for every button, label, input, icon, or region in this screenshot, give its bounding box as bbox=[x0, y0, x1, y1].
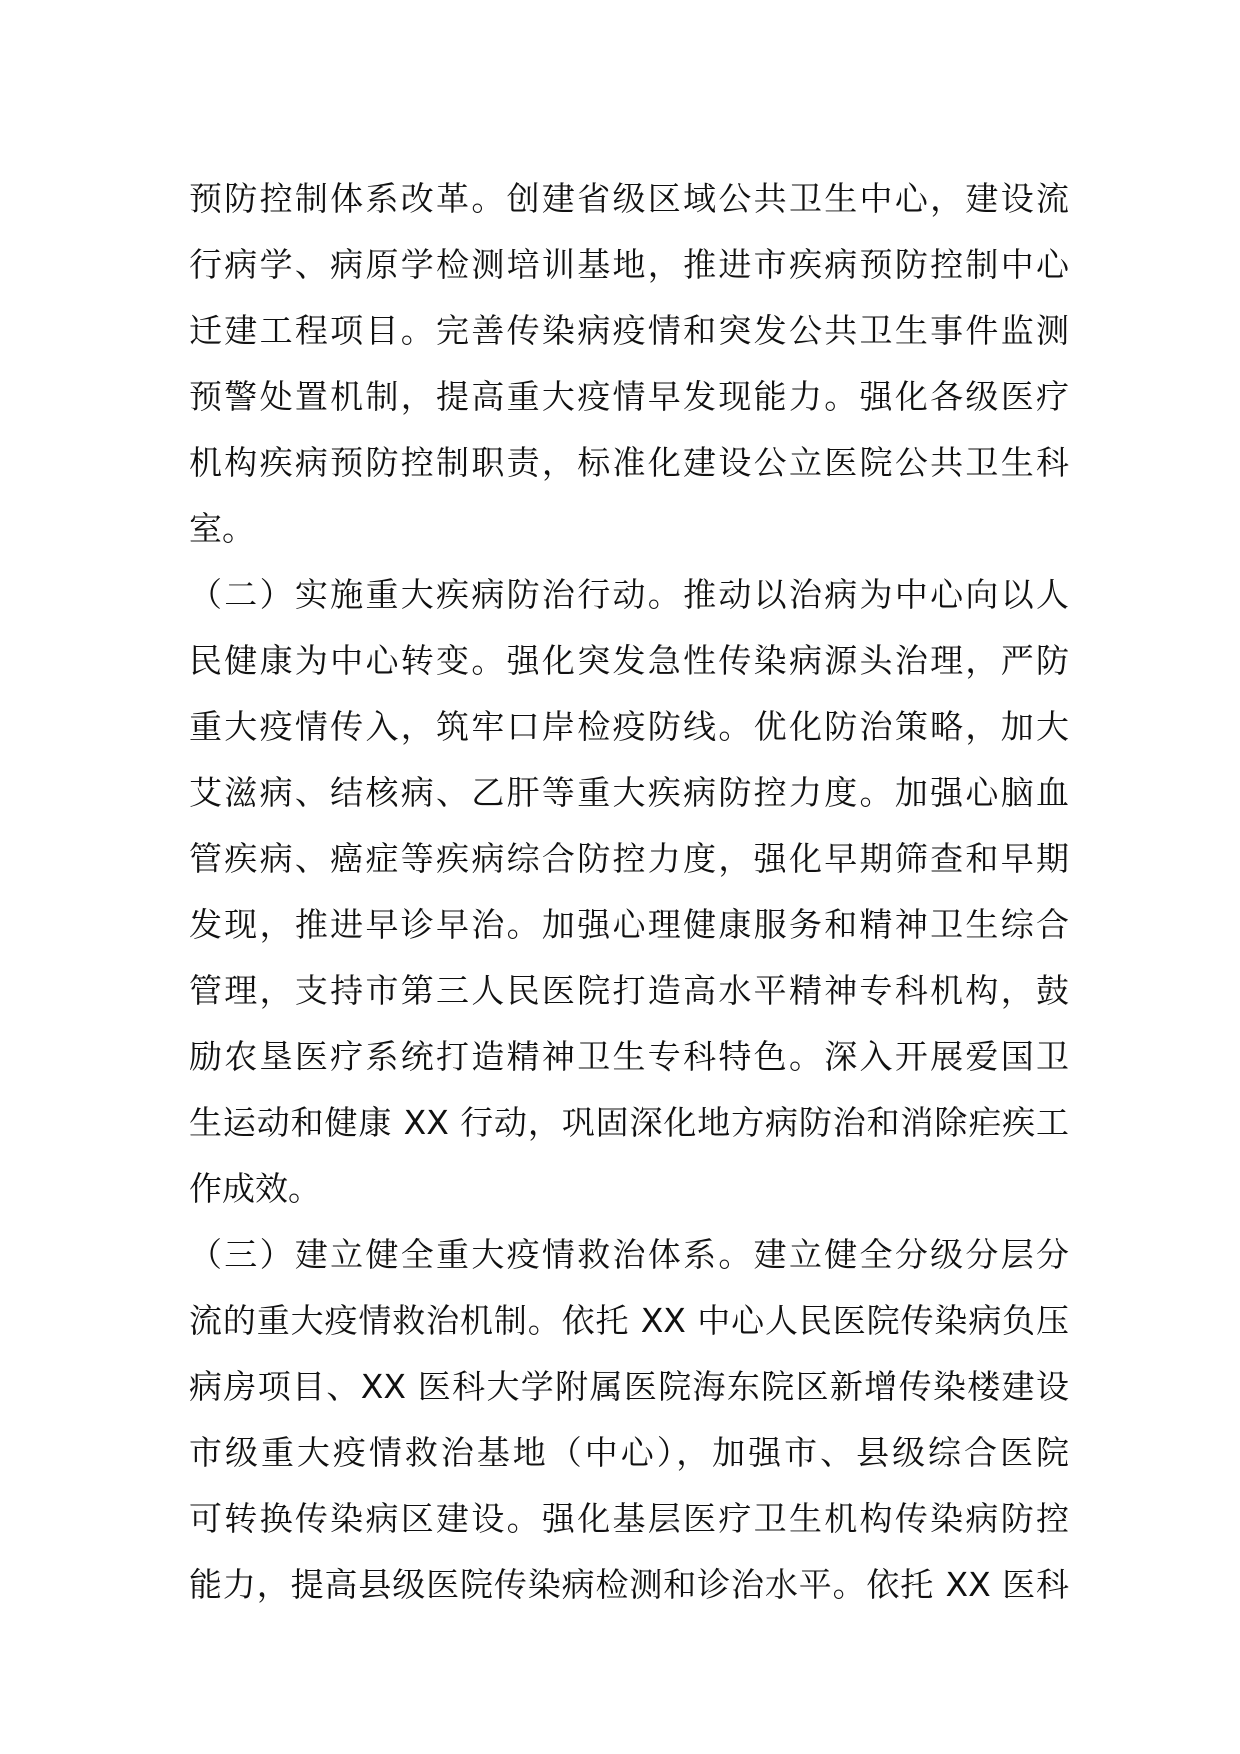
text-line: 重大疫情传入，筑牢口岸检疫防线。优化防治策略，加大 bbox=[189, 707, 1069, 746]
text-line: 发现，推进早诊早治。加强心理健康服务和精神卫生综合 bbox=[189, 905, 1069, 944]
text-line: 艾滋病、结核病、乙肝等重大疾病防控力度。加强心脑血 bbox=[189, 773, 1069, 812]
paragraph-2 bbox=[189, 562, 1069, 1222]
text-line: 室。 bbox=[189, 509, 255, 548]
text-line: 迁建工程项目。完善传染病疫情和突发公共卫生事件监测 bbox=[189, 311, 1069, 350]
text-line: 预防控制体系改革。创建省级区域公共卫生中心，建设流 bbox=[189, 179, 1069, 218]
document-body bbox=[189, 166, 1069, 1618]
text-line: 流的重大疫情救治机制。依托 XX 中心人民医院传染病负压 bbox=[189, 1301, 1069, 1340]
text-line: 管疾病、癌症等疾病综合防控力度，强化早期筛查和早期 bbox=[189, 839, 1069, 878]
text-line: 行病学、病原学检测培训基地，推进市疾病预防控制中心 bbox=[189, 245, 1069, 284]
text-line: 生运动和健康 XX 行动，巩固深化地方病防治和消除疟疾工 bbox=[189, 1103, 1069, 1142]
text-line: 可转换传染病区建设。强化基层医疗卫生机构传染病防控 bbox=[189, 1499, 1069, 1538]
text-line: 民健康为中心转变。强化突发急性传染病源头治理，严防 bbox=[189, 641, 1069, 680]
text-line: 病房项目、XX 医科大学附属医院海东院区新增传染楼建设 bbox=[189, 1367, 1069, 1406]
text-line: 作成效。 bbox=[189, 1169, 321, 1208]
text-line: 市级重大疫情救治基地（中心），加强市、县级综合医院 bbox=[189, 1433, 1069, 1472]
text-line: （三）建立健全重大疫情救治体系。建立健全分级分层分 bbox=[189, 1235, 1069, 1274]
paragraph-3 bbox=[189, 1222, 1069, 1618]
text-line: 励农垦医疗系统打造精神卫生专科特色。深入开展爱国卫 bbox=[189, 1037, 1069, 1076]
paragraph-1 bbox=[189, 166, 1069, 562]
text-line: 管理，支持市第三人民医院打造高水平精神专科机构，鼓 bbox=[189, 971, 1069, 1010]
text-line: 预警处置机制，提高重大疫情早发现能力。强化各级医疗 bbox=[189, 377, 1069, 416]
text-line: 能力，提高县级医院传染病检测和诊治水平。依托 XX 医科 bbox=[189, 1565, 1069, 1604]
text-line: （二）实施重大疾病防治行动。推动以治病为中心向以人 bbox=[189, 575, 1069, 614]
text-line: 机构疾病预防控制职责，标准化建设公立医院公共卫生科 bbox=[189, 443, 1069, 482]
